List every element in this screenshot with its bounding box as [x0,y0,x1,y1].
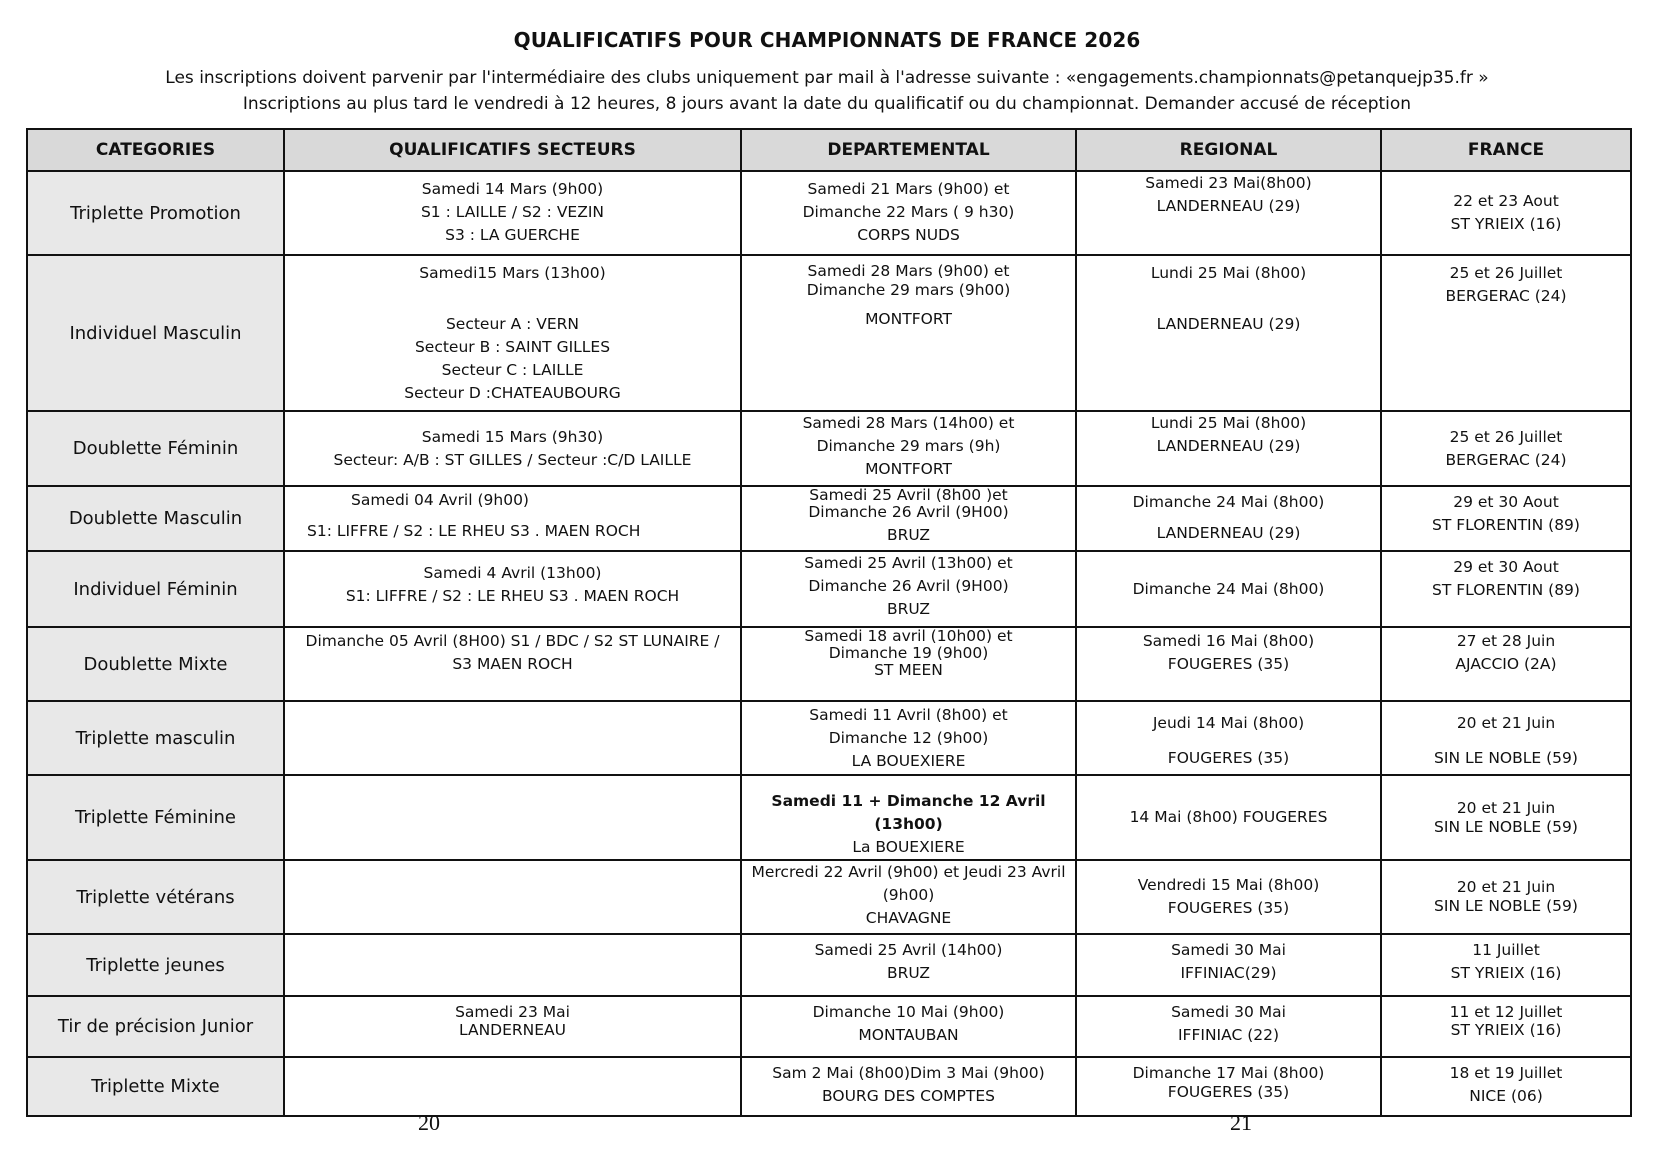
table-row [27,486,1631,551]
departemental-cell [741,411,1076,486]
cell-line: Dimanche 05 Avril (8H00) S1 / BDC / S2 ST LUNAIRE / [305,632,720,650]
cell-line: AJACCIO (2A) [1455,655,1557,673]
intro-line-deadline: Inscriptions au plus tard le vendredi à 12 heures, 8 jours avant la date du qualificatif ou du championnat. Demander accusé de réception [242,94,1412,114]
regional-cell [1076,1057,1381,1116]
cell-line: Mercredi 22 Avril (9h00) et Jeudi 23 Avril [751,863,1066,881]
cell-line: BERGERAC (24) [1445,287,1567,305]
regional-cell [1076,775,1381,860]
france-cell [1381,486,1631,551]
cell-line: Dimanche 19 (9h00) [828,644,989,662]
cell-line: FOUGERES (35) [1167,899,1290,917]
cell-line: Samedi 30 Mai [1171,941,1286,959]
cell-line: MONTFORT [865,310,952,328]
category-cell: Triplette Féminine [27,775,284,860]
cell-line: LANDERNEAU (29) [1156,437,1301,455]
cell-line: 20 et 21 Juin [1456,714,1556,732]
cell-line: Samedi 30 Mai [1171,1003,1286,1021]
france-cell [1381,627,1631,701]
cell-line: Secteur C : LAILLE [441,361,584,379]
cell-line: La BOUEXIERE [852,838,965,856]
cell-line: Samedi 16 Mai (8h00) [1142,632,1315,650]
secteurs-cell [284,701,741,775]
departemental-cell [741,551,1076,627]
cell-line: FOUGERES (35) [1167,1083,1290,1101]
france-cell [1381,171,1631,255]
category-cell: Triplette Mixte [27,1057,284,1116]
table-row [27,1057,1631,1116]
secteurs-cell [284,171,741,255]
cell-line: Samedi 21 Mars (9h00) et [807,180,1010,198]
cell-line: Samedi 04 Avril (9h00) [351,491,529,509]
cell-line: Samedi 11 Avril (8h00) et [809,706,1008,724]
secteurs-cell [284,934,741,996]
cell-line: 20 et 21 Juin [1456,798,1556,817]
france-cell [1381,701,1631,775]
cell-line: MONTFORT [865,460,952,478]
cell-line: ST MEEN [874,661,943,679]
departemental-cell [741,627,1076,701]
table-row [27,860,1631,934]
cell-line: Dimanche 10 Mai (9h00) [812,1003,1005,1021]
cell-line: S1 : LAILLE / S2 : VEZIN [420,203,605,221]
cell-line: 27 et 28 Juin [1456,632,1556,650]
cell-line: 25 et 26 Juillet [1449,427,1563,446]
category-cell: Doublette Masculin [27,486,284,551]
cell-line: BRUZ [886,600,931,618]
france-cell [1381,1057,1631,1116]
secteurs-cell [284,860,741,934]
france-cell [1381,775,1631,860]
regional-cell [1076,934,1381,996]
cell-line: Sam 2 Mai (8h00)Dim 3 Mai (9h00) [772,1064,1045,1082]
cell-line: Jeudi 14 Mai (8h00) [1152,714,1305,732]
cell-line: Vendredi 15 Mai (8h00) [1137,876,1320,894]
cell-line: BRUZ [886,526,931,544]
cell-line: 25 et 26 Juillet [1449,264,1563,282]
cell-line: Secteur A : VERN [445,315,580,333]
header-regional: REGIONAL [1076,129,1381,171]
cell-line: Dimanche 24 Mai (8h00) [1132,579,1325,598]
cell-line: SIN LE NOBLE (59) [1434,897,1578,915]
cell-line: CORPS NUDS [857,226,960,244]
regional-cell [1076,627,1381,701]
category-cell: Doublette Féminin [27,411,284,486]
regional-cell [1076,255,1381,411]
cell-line: Secteur D :CHATEAUBOURG [404,384,621,402]
secteurs-cell [284,486,741,551]
cell-line: FOUGERES (35) [1167,749,1290,767]
cell-line: S3 MAEN ROCH [452,655,573,673]
france-cell [1381,996,1631,1057]
intro-line-email: Les inscriptions doivent parvenir par l'intermédiaire des clubs uniquement par mail à l'adresse suivante : «engagements.championnats@petanquejp35.fr » [165,68,1489,88]
cell-line: ST FLORENTIN (89) [1432,516,1580,534]
departemental-cell [741,775,1076,860]
cell-line: Dimanche 17 Mai (8h00) [1132,1064,1325,1082]
cell-line: Samedi 28 Mars (14h00) et [802,414,1015,432]
cell-line: Samedi 25 Avril (13h00) et [804,554,1013,572]
page-number-right: 21 [1230,1110,1252,1135]
table-row [27,775,1631,860]
cell-line: IFFINIAC(29) [1180,964,1277,982]
france-cell [1381,255,1631,411]
secteurs-cell [284,996,741,1057]
regional-cell [1076,860,1381,934]
cell-line: Dimanche 29 mars (9h00) [806,281,1011,299]
cell-line: Dimanche 26 Avril (9H00) [808,503,1009,521]
france-cell [1381,411,1631,486]
cell-line: 22 et 23 Aout [1453,192,1559,210]
regional-cell [1076,701,1381,775]
header-categories: CATEGORIES [27,129,284,171]
cell-line: Samedi 28 Mars (9h00) et [807,262,1010,280]
departemental-cell [741,701,1076,775]
regional-cell [1076,551,1381,627]
category-cell: Doublette Mixte [27,627,284,701]
table-row [27,411,1631,486]
table-header-row [27,129,1631,171]
category-cell: Tir de précision Junior [27,996,284,1057]
table-row [27,934,1631,996]
table-row [27,701,1631,775]
secteurs-cell [284,255,741,411]
table-row [27,551,1631,627]
page-number-left: 20 [418,1110,440,1135]
cell-line: Dimanche 26 Avril (9H00) [808,577,1009,595]
cell-line: Samedi 23 Mai [455,1003,570,1021]
departemental-cell [741,860,1076,934]
departemental-cell [741,171,1076,255]
table-row [27,171,1631,255]
cell-line: Samedi 23 Mai(8h00) [1145,174,1312,192]
cell-line: ST YRIEIX (16) [1450,1021,1562,1039]
cell-line: Samedi15 Mars (13h00) [419,264,606,282]
cell-line: Samedi 18 avril (10h00) et [804,627,1013,645]
regional-cell [1076,996,1381,1057]
secteurs-cell [284,551,741,627]
france-cell [1381,934,1631,996]
regional-cell [1076,171,1381,255]
cell-line: Secteur: A/B : ST GILLES / Secteur :C/D LAILLE [333,450,692,469]
secteurs-cell [284,411,741,486]
cell-line: S3 : LA GUERCHE [445,226,580,244]
cell-line: 14 Mai (8h00) FOUGERES [1129,808,1328,826]
cell-line: Samedi 15 Mars (9h30) [421,427,604,446]
cell-line: LA BOUEXIERE [851,752,966,770]
departemental-cell [741,486,1076,551]
table-row [27,627,1631,701]
cell-line: CHAVAGNE [865,909,952,927]
cell-line: 11 Juillet [1472,941,1540,959]
header-departemental: DEPARTEMENTAL [741,129,1076,171]
table-row [27,255,1631,411]
secteurs-cell [284,627,741,701]
category-cell: Individuel Féminin [27,551,284,627]
championships-table [26,128,1632,1117]
cell-line: Secteur B : SAINT GILLES [414,338,611,356]
regional-cell [1076,486,1381,551]
cell-line: 11 et 12 Juillet [1449,1003,1563,1021]
cell-line: Dimanche 12 (9h00) [828,729,989,747]
cell-line: BOURG DES COMPTES [822,1087,995,1105]
header-secteurs: QUALIFICATIFS SECTEURS [284,129,741,171]
table-row [27,996,1631,1057]
cell-line: ST FLORENTIN (89) [1432,581,1580,599]
cell-line: LANDERNEAU [458,1021,567,1039]
france-cell [1381,551,1631,627]
cell-line: LANDERNEAU (29) [1156,315,1301,333]
cell-line: Dimanche 24 Mai (8h00) [1132,493,1325,511]
cell-line: Dimanche 29 mars (9h) [816,437,1001,455]
cell-line: SIN LE NOBLE (59) [1434,817,1578,836]
cell-line: 29 et 30 Aout [1453,493,1559,511]
departemental-cell [741,996,1076,1057]
cell-line: ST YRIEIX (16) [1450,215,1562,233]
category-cell: Triplette vétérans [27,860,284,934]
category-cell: Triplette jeunes [27,934,284,996]
france-cell [1381,860,1631,934]
cell-line: (9h00) [882,886,935,904]
cell-line: Lundi 25 Mai (8h00) [1150,414,1307,432]
cell-line: NICE (06) [1469,1087,1543,1105]
cell-line: ST YRIEIX (16) [1450,964,1562,982]
cell-line: Samedi 4 Avril (13h00) [423,564,602,582]
cell-line: Samedi 25 Avril (14h00) [814,941,1003,959]
cell-line: Samedi 25 Avril (8h00 )et [809,486,1008,504]
cell-line: 20 et 21 Juin [1456,878,1556,896]
category-cell: Triplette masculin [27,701,284,775]
secteurs-cell [284,1057,741,1116]
cell-line: SIN LE NOBLE (59) [1434,749,1578,767]
cell-line: Dimanche 22 Mars ( 9 h30) [802,203,1015,221]
cell-line: MONTAUBAN [858,1026,959,1044]
header-france: FRANCE [1381,129,1631,171]
cell-line: LANDERNEAU (29) [1156,524,1301,542]
cell-line: Samedi 14 Mars (9h00) [421,180,604,198]
category-cell: Triplette Promotion [27,171,284,255]
cell-line: Samedi 11 + Dimanche 12 Avril (13h00) [771,792,1046,833]
cell-line: S1: LIFFRE / S2 : LE RHEU S3 . MAEN ROCH [307,522,641,540]
departemental-cell [741,1057,1076,1116]
cell-line: 18 et 19 Juillet [1449,1064,1563,1082]
cell-line: S1: LIFFRE / S2 : LE RHEU S3 . MAEN ROCH [345,587,680,605]
cell-line: Lundi 25 Mai (8h00) [1150,264,1307,282]
category-cell: Individuel Masculin [27,255,284,411]
cell-line: IFFINIAC (22) [1177,1026,1280,1044]
departemental-cell [741,934,1076,996]
regional-cell [1076,411,1381,486]
cell-line: FOUGERES (35) [1167,655,1290,673]
cell-line: BERGERAC (24) [1445,450,1567,469]
departemental-cell [741,255,1076,411]
secteurs-cell [284,775,741,860]
cell-line: 29 et 30 Aout [1453,558,1559,576]
cell-line: LANDERNEAU (29) [1156,197,1301,215]
cell-line: BRUZ [886,964,931,982]
page-title: QUALIFICATIFS POUR CHAMPIONNATS DE FRANCE 2026 [513,28,1141,52]
